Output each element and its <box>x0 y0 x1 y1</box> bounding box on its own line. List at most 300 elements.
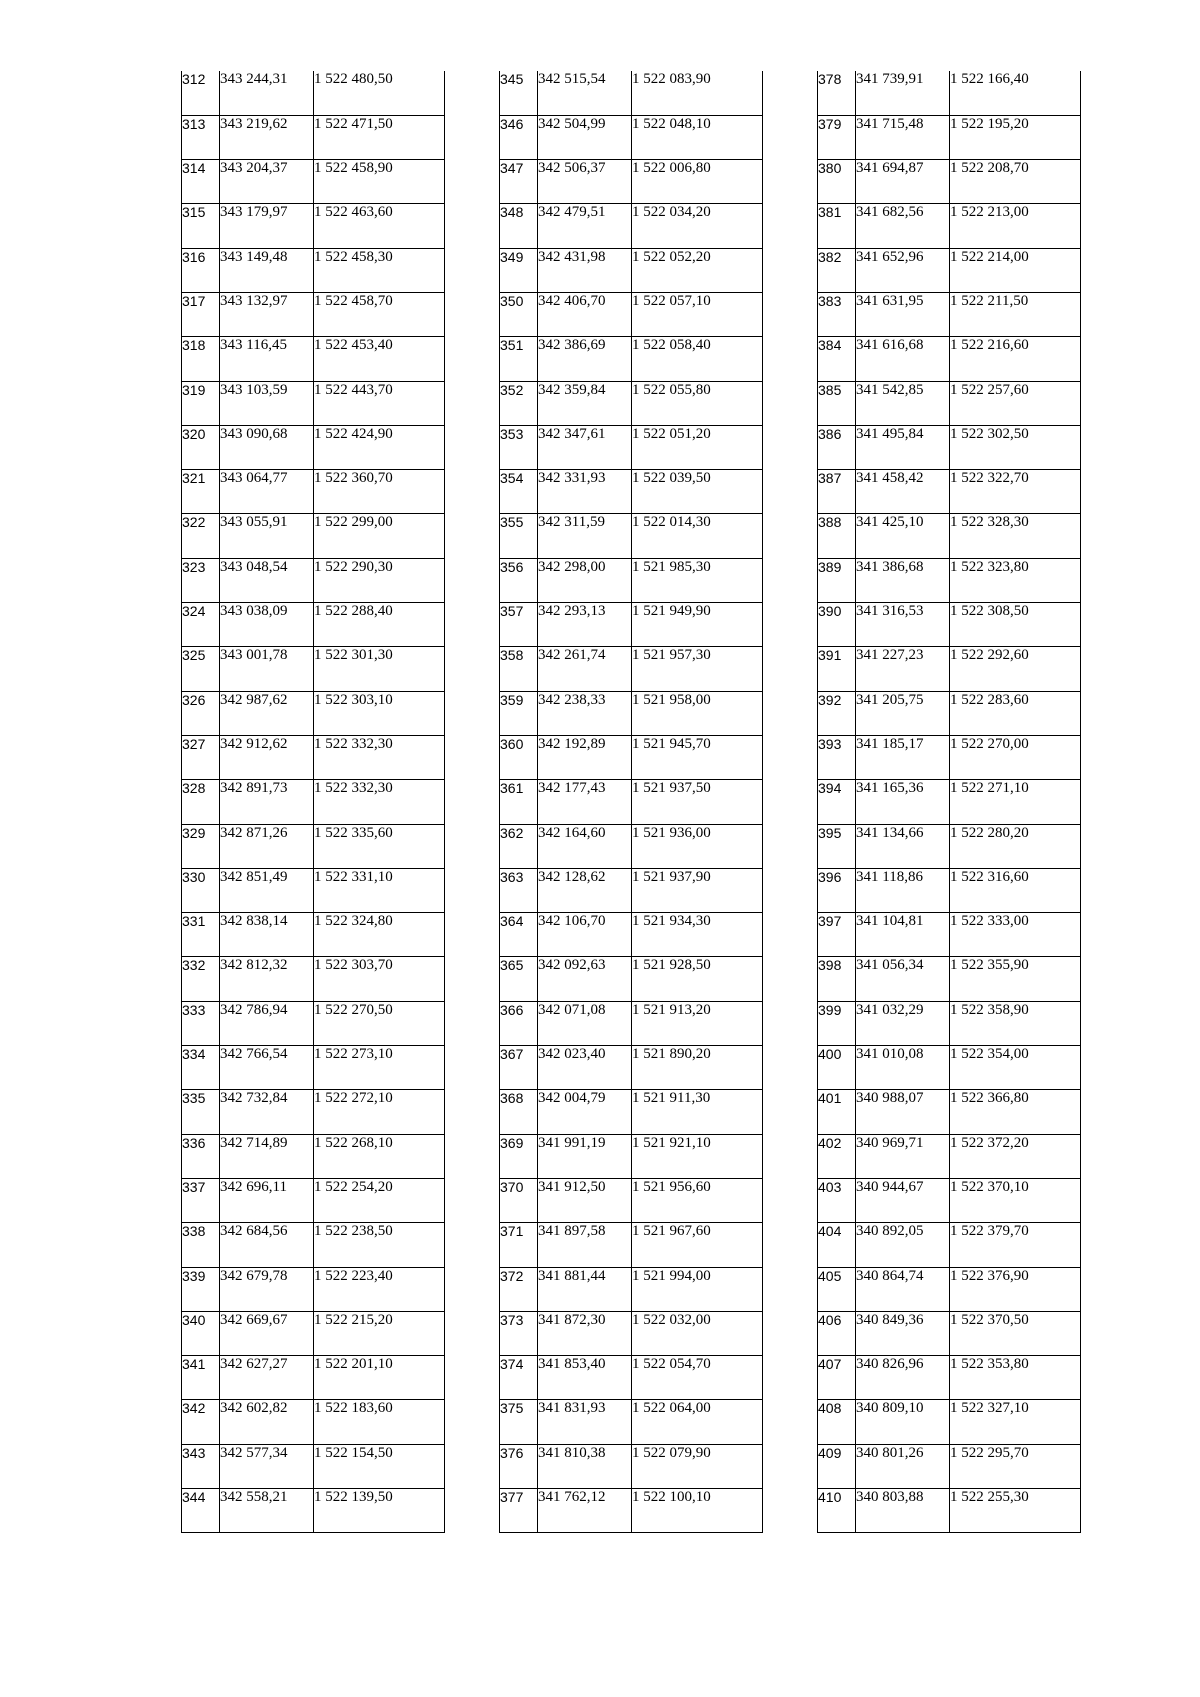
coordinates-table-3 <box>817 71 1081 1533</box>
y-coordinate: 1 522 280,20 <box>950 824 1081 868</box>
point-number: 388 <box>818 514 856 558</box>
table-row <box>500 160 763 204</box>
y-coordinate: 1 521 985,30 <box>632 558 763 602</box>
x-coordinate: 342 558,21 <box>220 1489 314 1533</box>
y-coordinate: 1 522 335,60 <box>314 824 445 868</box>
table-row <box>182 160 445 204</box>
point-number: 395 <box>818 824 856 868</box>
y-coordinate: 1 522 058,40 <box>632 337 763 381</box>
x-coordinate: 341 542,85 <box>856 381 950 425</box>
point-number: 351 <box>500 337 538 381</box>
table-row <box>182 1400 445 1444</box>
x-coordinate: 342 987,62 <box>220 691 314 735</box>
table-row <box>182 292 445 336</box>
table-row <box>500 1311 763 1355</box>
point-number: 349 <box>500 248 538 292</box>
table-row <box>182 514 445 558</box>
y-coordinate: 1 522 379,70 <box>950 1223 1081 1267</box>
table-row <box>182 558 445 602</box>
table-row <box>500 71 763 115</box>
table-row <box>818 1444 1081 1488</box>
table-row <box>818 1178 1081 1222</box>
y-coordinate: 1 522 458,90 <box>314 160 445 204</box>
y-coordinate: 1 522 270,50 <box>314 1001 445 1045</box>
table-row <box>818 71 1081 115</box>
point-number: 403 <box>818 1178 856 1222</box>
y-coordinate: 1 522 051,20 <box>632 425 763 469</box>
y-coordinate: 1 521 958,00 <box>632 691 763 735</box>
y-coordinate: 1 522 208,70 <box>950 160 1081 204</box>
y-coordinate: 1 522 353,80 <box>950 1356 1081 1400</box>
y-coordinate: 1 522 332,30 <box>314 780 445 824</box>
x-coordinate: 343 204,37 <box>220 160 314 204</box>
x-coordinate: 341 682,56 <box>856 204 950 248</box>
point-number: 341 <box>182 1356 220 1400</box>
table-row <box>818 337 1081 381</box>
y-coordinate: 1 522 238,50 <box>314 1223 445 1267</box>
table-row <box>182 1267 445 1311</box>
x-coordinate: 342 891,73 <box>220 780 314 824</box>
table-row <box>500 1001 763 1045</box>
table-row <box>818 1090 1081 1134</box>
x-coordinate: 340 803,88 <box>856 1489 950 1533</box>
table-row <box>818 1134 1081 1178</box>
x-coordinate: 342 506,37 <box>538 160 632 204</box>
x-coordinate: 340 892,05 <box>856 1223 950 1267</box>
x-coordinate: 343 038,09 <box>220 603 314 647</box>
table-row <box>818 780 1081 824</box>
point-number: 331 <box>182 913 220 957</box>
x-coordinate: 341 104,81 <box>856 913 950 957</box>
point-number: 406 <box>818 1311 856 1355</box>
x-coordinate: 342 871,26 <box>220 824 314 868</box>
table-row <box>500 735 763 779</box>
table-row <box>500 603 763 647</box>
x-coordinate: 343 064,77 <box>220 470 314 514</box>
point-number: 347 <box>500 160 538 204</box>
x-coordinate: 341 205,75 <box>856 691 950 735</box>
table-row <box>818 1267 1081 1311</box>
table-row <box>818 1001 1081 1045</box>
x-coordinate: 341 056,34 <box>856 957 950 1001</box>
y-coordinate: 1 522 332,30 <box>314 735 445 779</box>
point-number: 373 <box>500 1311 538 1355</box>
y-coordinate: 1 522 100,10 <box>632 1489 763 1533</box>
x-coordinate: 341 810,38 <box>538 1444 632 1488</box>
y-coordinate: 1 521 957,30 <box>632 647 763 691</box>
table-row <box>500 780 763 824</box>
x-coordinate: 343 244,31 <box>220 71 314 115</box>
point-number: 371 <box>500 1223 538 1267</box>
x-coordinate: 342 359,84 <box>538 381 632 425</box>
x-coordinate: 341 316,53 <box>856 603 950 647</box>
table-row <box>182 647 445 691</box>
coordinates-table-1 <box>181 71 445 1533</box>
point-number: 410 <box>818 1489 856 1533</box>
y-coordinate: 1 522 360,70 <box>314 470 445 514</box>
point-number: 364 <box>500 913 538 957</box>
point-number: 382 <box>818 248 856 292</box>
table-row <box>818 1223 1081 1267</box>
y-coordinate: 1 522 195,20 <box>950 115 1081 159</box>
y-coordinate: 1 522 052,20 <box>632 248 763 292</box>
table-row <box>182 1134 445 1178</box>
x-coordinate: 341 425,10 <box>856 514 950 558</box>
table-row <box>818 868 1081 912</box>
y-coordinate: 1 522 216,60 <box>950 337 1081 381</box>
y-coordinate: 1 522 034,20 <box>632 204 763 248</box>
table-row <box>182 1046 445 1090</box>
point-number: 325 <box>182 647 220 691</box>
table-row <box>182 425 445 469</box>
table-row <box>500 1444 763 1488</box>
y-coordinate: 1 522 257,60 <box>950 381 1081 425</box>
x-coordinate: 341 872,30 <box>538 1311 632 1355</box>
point-number: 407 <box>818 1356 856 1400</box>
x-coordinate: 342 766,54 <box>220 1046 314 1090</box>
point-number: 396 <box>818 868 856 912</box>
point-number: 327 <box>182 735 220 779</box>
y-coordinate: 1 522 370,10 <box>950 1178 1081 1222</box>
y-coordinate: 1 522 288,40 <box>314 603 445 647</box>
x-coordinate: 342 714,89 <box>220 1134 314 1178</box>
x-coordinate: 342 515,54 <box>538 71 632 115</box>
x-coordinate: 342 812,32 <box>220 957 314 1001</box>
table-body <box>182 71 445 1533</box>
x-coordinate: 342 431,98 <box>538 248 632 292</box>
y-coordinate: 1 522 480,50 <box>314 71 445 115</box>
point-number: 318 <box>182 337 220 381</box>
point-number: 320 <box>182 425 220 469</box>
point-number: 384 <box>818 337 856 381</box>
point-number: 369 <box>500 1134 538 1178</box>
y-coordinate: 1 522 032,00 <box>632 1311 763 1355</box>
y-coordinate: 1 521 921,10 <box>632 1134 763 1178</box>
x-coordinate: 343 055,91 <box>220 514 314 558</box>
table-body <box>818 71 1081 1533</box>
point-number: 370 <box>500 1178 538 1222</box>
y-coordinate: 1 522 213,00 <box>950 204 1081 248</box>
x-coordinate: 341 831,93 <box>538 1400 632 1444</box>
y-coordinate: 1 522 039,50 <box>632 470 763 514</box>
point-number: 332 <box>182 957 220 1001</box>
y-coordinate: 1 522 453,40 <box>314 337 445 381</box>
y-coordinate: 1 522 372,20 <box>950 1134 1081 1178</box>
table-row <box>182 248 445 292</box>
table-row <box>500 1400 763 1444</box>
table-row <box>182 204 445 248</box>
x-coordinate: 343 090,68 <box>220 425 314 469</box>
y-coordinate: 1 522 316,60 <box>950 868 1081 912</box>
y-coordinate: 1 522 006,80 <box>632 160 763 204</box>
y-coordinate: 1 522 463,60 <box>314 204 445 248</box>
point-number: 330 <box>182 868 220 912</box>
y-coordinate: 1 522 290,30 <box>314 558 445 602</box>
point-number: 350 <box>500 292 538 336</box>
y-coordinate: 1 522 057,10 <box>632 292 763 336</box>
y-coordinate: 1 522 215,20 <box>314 1311 445 1355</box>
point-number: 343 <box>182 1444 220 1488</box>
table-row <box>500 337 763 381</box>
point-number: 360 <box>500 735 538 779</box>
table-row <box>500 115 763 159</box>
point-number: 392 <box>818 691 856 735</box>
table-row <box>500 1267 763 1311</box>
point-number: 356 <box>500 558 538 602</box>
y-coordinate: 1 522 254,20 <box>314 1178 445 1222</box>
point-number: 400 <box>818 1046 856 1090</box>
x-coordinate: 342 106,70 <box>538 913 632 957</box>
x-coordinate: 343 103,59 <box>220 381 314 425</box>
point-number: 352 <box>500 381 538 425</box>
table-row <box>500 470 763 514</box>
point-number: 315 <box>182 204 220 248</box>
x-coordinate: 341 912,50 <box>538 1178 632 1222</box>
y-coordinate: 1 522 299,00 <box>314 514 445 558</box>
table-row <box>500 824 763 868</box>
point-number: 321 <box>182 470 220 514</box>
x-coordinate: 341 495,84 <box>856 425 950 469</box>
table-row <box>500 1090 763 1134</box>
point-number: 367 <box>500 1046 538 1090</box>
y-coordinate: 1 522 154,50 <box>314 1444 445 1488</box>
x-coordinate: 342 293,13 <box>538 603 632 647</box>
y-coordinate: 1 521 937,50 <box>632 780 763 824</box>
x-coordinate: 342 331,93 <box>538 470 632 514</box>
point-number: 355 <box>500 514 538 558</box>
table-row <box>182 1311 445 1355</box>
table-row <box>818 1489 1081 1533</box>
point-number: 381 <box>818 204 856 248</box>
point-number: 402 <box>818 1134 856 1178</box>
table-row <box>500 691 763 735</box>
y-coordinate: 1 522 302,50 <box>950 425 1081 469</box>
y-coordinate: 1 522 272,10 <box>314 1090 445 1134</box>
x-coordinate: 341 134,66 <box>856 824 950 868</box>
x-coordinate: 342 071,08 <box>538 1001 632 1045</box>
table-row <box>500 558 763 602</box>
x-coordinate: 342 669,67 <box>220 1311 314 1355</box>
table-row <box>818 514 1081 558</box>
y-coordinate: 1 521 994,00 <box>632 1267 763 1311</box>
table-row <box>500 204 763 248</box>
table-row <box>182 913 445 957</box>
x-coordinate: 342 838,14 <box>220 913 314 957</box>
x-coordinate: 341 739,91 <box>856 71 950 115</box>
y-coordinate: 1 522 183,60 <box>314 1400 445 1444</box>
x-coordinate: 341 694,87 <box>856 160 950 204</box>
x-coordinate: 341 631,95 <box>856 292 950 336</box>
table-row <box>818 647 1081 691</box>
y-coordinate: 1 522 283,60 <box>950 691 1081 735</box>
x-coordinate: 342 679,78 <box>220 1267 314 1311</box>
x-coordinate: 343 048,54 <box>220 558 314 602</box>
table-row <box>182 337 445 381</box>
x-coordinate: 342 023,40 <box>538 1046 632 1090</box>
table-row <box>818 425 1081 469</box>
table-row <box>818 204 1081 248</box>
point-number: 316 <box>182 248 220 292</box>
y-coordinate: 1 521 937,90 <box>632 868 763 912</box>
table-row <box>500 1178 763 1222</box>
table-row <box>818 1311 1081 1355</box>
point-number: 379 <box>818 115 856 159</box>
y-coordinate: 1 521 913,20 <box>632 1001 763 1045</box>
point-number: 344 <box>182 1489 220 1533</box>
y-coordinate: 1 522 211,50 <box>950 292 1081 336</box>
point-number: 329 <box>182 824 220 868</box>
point-number: 368 <box>500 1090 538 1134</box>
table-row <box>182 71 445 115</box>
table-row <box>182 1178 445 1222</box>
point-number: 404 <box>818 1223 856 1267</box>
table-row <box>818 913 1081 957</box>
point-number: 374 <box>500 1356 538 1400</box>
point-number: 337 <box>182 1178 220 1222</box>
point-number: 346 <box>500 115 538 159</box>
table-row <box>182 603 445 647</box>
y-coordinate: 1 522 331,10 <box>314 868 445 912</box>
table-row <box>818 1400 1081 1444</box>
x-coordinate: 343 149,48 <box>220 248 314 292</box>
point-number: 409 <box>818 1444 856 1488</box>
y-coordinate: 1 522 139,50 <box>314 1489 445 1533</box>
table-row <box>500 1046 763 1090</box>
x-coordinate: 343 001,78 <box>220 647 314 691</box>
y-coordinate: 1 522 301,30 <box>314 647 445 691</box>
table-row <box>818 1356 1081 1400</box>
y-coordinate: 1 522 064,00 <box>632 1400 763 1444</box>
point-number: 361 <box>500 780 538 824</box>
point-number: 354 <box>500 470 538 514</box>
table-row <box>500 1134 763 1178</box>
x-coordinate: 342 602,82 <box>220 1400 314 1444</box>
table-row <box>182 115 445 159</box>
point-number: 359 <box>500 691 538 735</box>
x-coordinate: 341 991,19 <box>538 1134 632 1178</box>
table-row <box>182 780 445 824</box>
table-row <box>818 691 1081 735</box>
point-number: 328 <box>182 780 220 824</box>
x-coordinate: 342 347,61 <box>538 425 632 469</box>
point-number: 363 <box>500 868 538 912</box>
point-number: 393 <box>818 735 856 779</box>
point-number: 385 <box>818 381 856 425</box>
point-number: 391 <box>818 647 856 691</box>
x-coordinate: 341 458,42 <box>856 470 950 514</box>
point-number: 366 <box>500 1001 538 1045</box>
x-coordinate: 340 969,71 <box>856 1134 950 1178</box>
point-number: 345 <box>500 71 538 115</box>
point-number: 317 <box>182 292 220 336</box>
y-coordinate: 1 522 424,90 <box>314 425 445 469</box>
y-coordinate: 1 522 328,30 <box>950 514 1081 558</box>
table-row <box>818 1046 1081 1090</box>
point-number: 377 <box>500 1489 538 1533</box>
x-coordinate: 342 851,49 <box>220 868 314 912</box>
point-number: 334 <box>182 1046 220 1090</box>
y-coordinate: 1 522 443,70 <box>314 381 445 425</box>
table-row <box>818 824 1081 868</box>
point-number: 338 <box>182 1223 220 1267</box>
point-number: 375 <box>500 1400 538 1444</box>
x-coordinate: 341 010,08 <box>856 1046 950 1090</box>
point-number: 335 <box>182 1090 220 1134</box>
y-coordinate: 1 522 079,90 <box>632 1444 763 1488</box>
y-coordinate: 1 522 303,70 <box>314 957 445 1001</box>
y-coordinate: 1 522 458,70 <box>314 292 445 336</box>
y-coordinate: 1 521 945,70 <box>632 735 763 779</box>
x-coordinate: 342 298,00 <box>538 558 632 602</box>
table-row <box>500 868 763 912</box>
table-row <box>182 1356 445 1400</box>
x-coordinate: 342 696,11 <box>220 1178 314 1222</box>
table-row <box>182 824 445 868</box>
table-row <box>182 1090 445 1134</box>
point-number: 376 <box>500 1444 538 1488</box>
point-number: 399 <box>818 1001 856 1045</box>
y-coordinate: 1 521 936,00 <box>632 824 763 868</box>
x-coordinate: 341 853,40 <box>538 1356 632 1400</box>
y-coordinate: 1 522 324,80 <box>314 913 445 957</box>
y-coordinate: 1 522 355,90 <box>950 957 1081 1001</box>
point-number: 336 <box>182 1134 220 1178</box>
y-coordinate: 1 522 295,70 <box>950 1444 1081 1488</box>
point-number: 357 <box>500 603 538 647</box>
table-row <box>500 292 763 336</box>
table-row <box>818 292 1081 336</box>
y-coordinate: 1 522 083,90 <box>632 71 763 115</box>
x-coordinate: 342 732,84 <box>220 1090 314 1134</box>
table-row <box>182 691 445 735</box>
point-number: 323 <box>182 558 220 602</box>
table-row <box>818 558 1081 602</box>
table-row <box>182 1444 445 1488</box>
table-row <box>182 735 445 779</box>
point-number: 383 <box>818 292 856 336</box>
table-row <box>182 470 445 514</box>
table-row <box>818 160 1081 204</box>
point-number: 380 <box>818 160 856 204</box>
table-body <box>500 71 763 1533</box>
table-row <box>500 381 763 425</box>
x-coordinate: 340 809,10 <box>856 1400 950 1444</box>
x-coordinate: 342 164,60 <box>538 824 632 868</box>
x-coordinate: 341 165,36 <box>856 780 950 824</box>
table-row <box>182 957 445 1001</box>
x-coordinate: 342 406,70 <box>538 292 632 336</box>
x-coordinate: 342 577,34 <box>220 1444 314 1488</box>
point-number: 398 <box>818 957 856 1001</box>
x-coordinate: 340 944,67 <box>856 1178 950 1222</box>
point-number: 394 <box>818 780 856 824</box>
table-row <box>182 381 445 425</box>
table-row <box>182 1489 445 1533</box>
point-number: 378 <box>818 71 856 115</box>
y-coordinate: 1 522 370,50 <box>950 1311 1081 1355</box>
y-coordinate: 1 522 458,30 <box>314 248 445 292</box>
table-row <box>500 647 763 691</box>
y-coordinate: 1 522 055,80 <box>632 381 763 425</box>
x-coordinate: 340 826,96 <box>856 1356 950 1400</box>
x-coordinate: 341 652,96 <box>856 248 950 292</box>
y-coordinate: 1 521 967,60 <box>632 1223 763 1267</box>
y-coordinate: 1 522 292,60 <box>950 647 1081 691</box>
table-row <box>818 381 1081 425</box>
x-coordinate: 340 864,74 <box>856 1267 950 1311</box>
point-number: 372 <box>500 1267 538 1311</box>
x-coordinate: 340 849,36 <box>856 1311 950 1355</box>
